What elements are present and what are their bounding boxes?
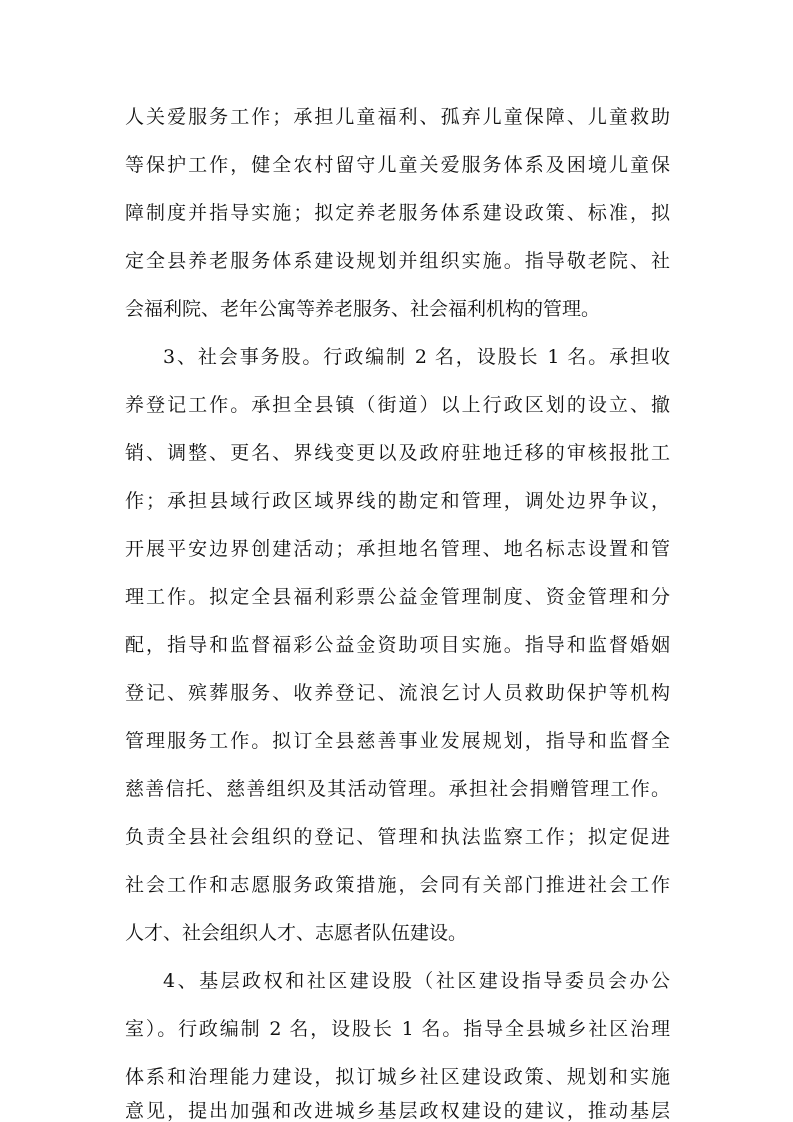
text-line: 人才、社会组织人才、志愿者队伍建设。 xyxy=(125,922,468,944)
text-line: 社会工作和志愿服务政策措施，会同有关部门推进社会工作 xyxy=(125,874,670,896)
text-line: 障制度并指导实施；拟定养老服务体系建设政策、标准，拟 xyxy=(125,202,670,224)
text-line: 理工作。拟定全县福利彩票公益金管理制度、资金管理和分 xyxy=(125,586,670,608)
text-line: 开展平安边界创建活动；承担地名管理、地名标志设置和管 xyxy=(125,538,670,560)
text-line: 人关爱服务工作；承担儿童福利、孤弃儿童保障、儿童救助 xyxy=(125,106,670,128)
paragraph-start-line: 4、基层政权和社区建设股（社区建设指导委员会办公 xyxy=(163,970,670,992)
text-line: 意见，提出加强和改进城乡基层政权建设的建议，推动基层 xyxy=(125,1101,670,1122)
text-line: 会福利院、老年公寓等养老服务、社会福利机构的管理。 xyxy=(125,298,601,320)
text-line: 负责全县社会组织的登记、管理和执法监察工作；拟定促进 xyxy=(125,826,670,848)
text-line: 管理服务工作。拟订全县慈善事业发展规划，指导和监督全 xyxy=(125,730,670,752)
text-line: 养登记工作。承担全县镇（街道）以上行政区划的设立、撤 xyxy=(125,394,670,416)
text-line: 销、调整、更名、界线变更以及政府驻地迁移的审核报批工 xyxy=(125,442,670,464)
text-line: 体系和治理能力建设，拟订城乡社区建设政策、规划和实施 xyxy=(125,1066,670,1088)
text-line: 作；承担县域行政区域界线的勘定和管理，调处边界争议， xyxy=(125,490,670,512)
text-line: 定全县养老服务体系建设规划并组织实施。指导敬老院、社 xyxy=(125,250,670,272)
text-line: 配，指导和监督福彩公益金资助项目实施。指导和监督婚姻 xyxy=(125,634,670,656)
text-line: 登记、殡葬服务、收养登记、流浪乞讨人员救助保护等机构 xyxy=(125,682,670,704)
paragraph-start-line: 3、社会事务股。行政编制 2 名，设股长 1 名。承担收 xyxy=(163,346,670,368)
text-line: 室）。行政编制 2 名，设股长 1 名。指导全县城乡社区治理 xyxy=(125,1018,670,1040)
text-line: 等保护工作，健全农村留守儿童关爱服务体系及困境儿童保 xyxy=(125,154,670,176)
text-line: 慈善信托、慈善组织及其活动管理。承担社会捐赠管理工作。 xyxy=(125,778,670,800)
